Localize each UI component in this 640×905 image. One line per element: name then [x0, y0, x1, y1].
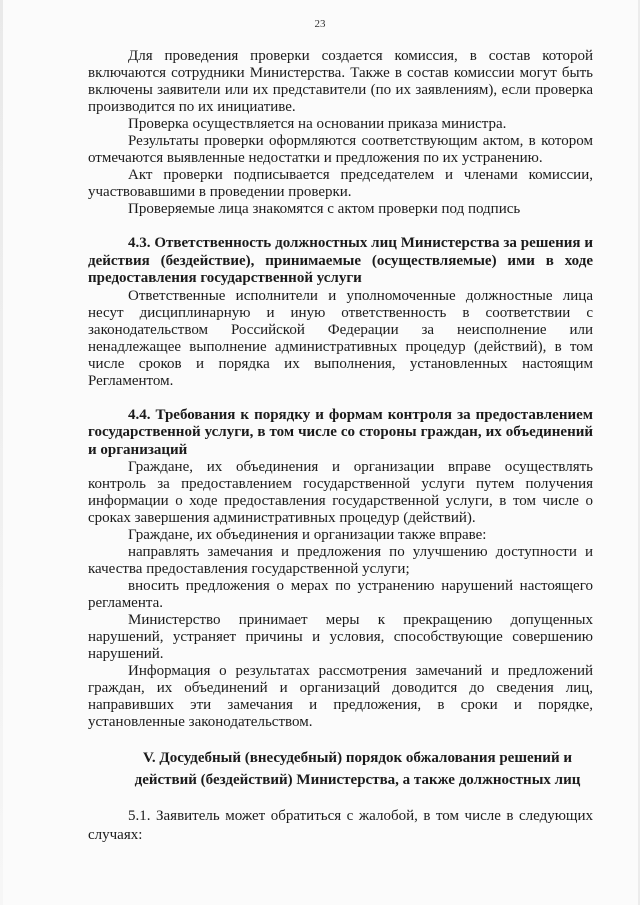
chapter-heading-5 — [88, 747, 593, 791]
chapter-heading-line: V. Досудебный (внесудебный) порядок обжалования решений и — [143, 750, 572, 766]
chapter-heading-line: действий (бездействий) Министерства, а также должностных лиц — [134, 772, 581, 788]
spacer — [88, 791, 593, 807]
paragraph: Информация о результатах рассмотрения замечаний и предложений граждан, их объединений и организаций доводится до сведения лиц, направивших эти замечания и предложения, в сроки и порядке, установленные законодательством. — [88, 663, 593, 730]
paragraph: вносить предложения о мерах по устранению нарушений настоящего регламента. — [88, 578, 593, 611]
spacer — [88, 390, 593, 407]
paragraph: Граждане, их объединения и организации также вправе: — [128, 527, 487, 543]
page-number: 23 — [314, 18, 326, 30]
paragraph: Проверка осуществляется на основании приказа министра. — [128, 116, 507, 132]
paragraph: Акт проверки подписывается председателем и членами комиссии, участвовавшими в проведении проверки. — [88, 167, 593, 200]
section-heading-4-3: 4.3. Ответственность должностных лиц Министерства за решения и действия (бездействие), принимаемые (осуществляемые) ими в ходе предоставления государственной услуги — [88, 235, 593, 286]
paragraph: Ответственные исполнители и уполномоченные должностные лица несут дисциплинарную и иную ответственность в соответствии с законодательством Российской Федерации за неисполнение или ненадлежащее выполнение административных процедур (действий), в том числе сроков и порядка их выполнения, установленных настоящим Регламентом. — [88, 287, 593, 389]
paragraph: Министерство принимает меры к прекращению допущенных нарушений, устраняет причины и условия, способствующие совершению нарушений. — [88, 612, 593, 662]
paragraph: направлять замечания и предложения по улучшению доступности и качества предоставления государственной услуги; — [88, 544, 593, 577]
paragraph: 5.1. Заявитель может обратиться с жалобой, в том числе в следующих случаях: — [88, 808, 593, 843]
spacer — [88, 218, 593, 235]
paragraph: Проверяемые лица знакомятся с актом проверки под подпись — [128, 201, 521, 217]
paragraph: Граждане, их объединения и организации вправе осуществлять контроль за предоставлением государственной услуги путем получения информации о ходе предоставления государственной услуги, в том числе о сроках завершения административных процедур (действий). — [88, 459, 593, 526]
spacer — [88, 731, 593, 747]
paragraph: Результаты проверки оформляются соответствующим актом, в котором отмечаются выявленные недостатки и предложения по их устранению. — [88, 133, 593, 166]
document-body — [88, 48, 593, 845]
scan-edge-left — [0, 0, 3, 905]
section-heading-4-4: 4.4. Требования к порядку и формам контроля за предоставлением государственной услуги, в том числе со стороны граждан, их объединений и организаций — [88, 406, 593, 458]
paragraph: Для проведения проверки создается комиссия, в состав которой включаются сотрудники Министерства. Также в состав комиссии могут быть включены заявители или их представители (по их заявлениям), если проверка производится по их инициативе. — [88, 48, 593, 115]
